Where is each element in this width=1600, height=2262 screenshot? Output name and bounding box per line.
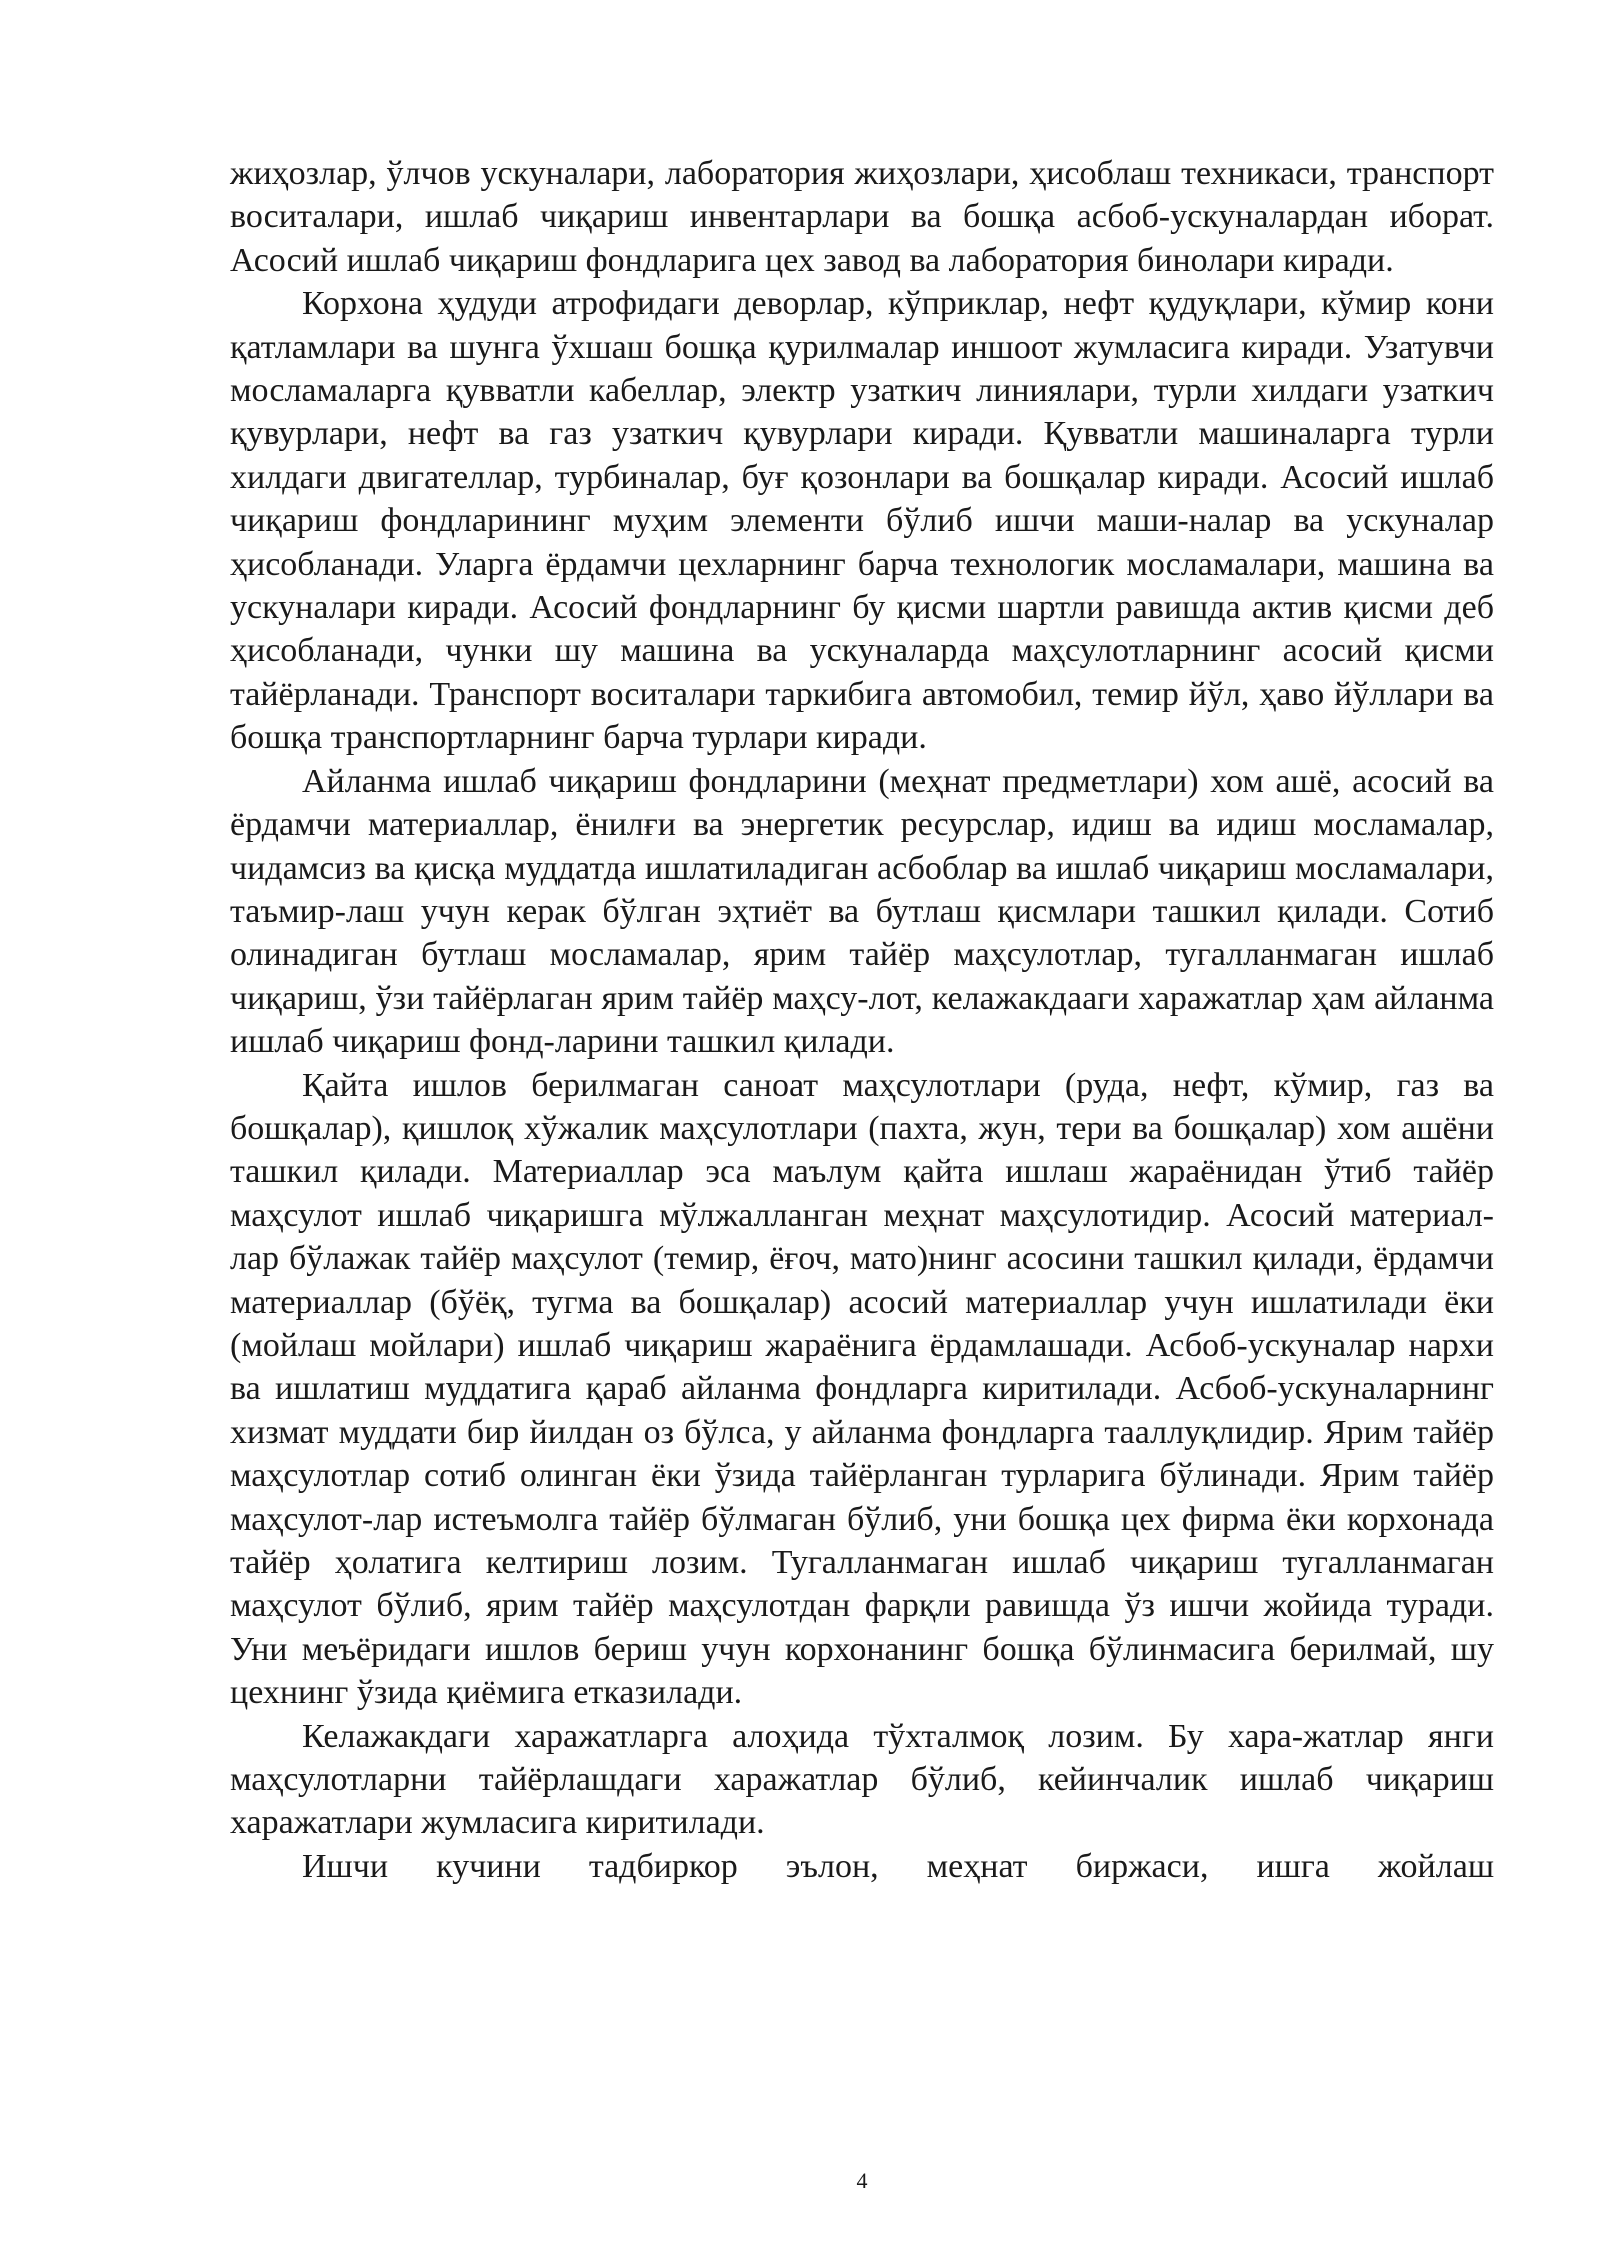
paragraph: Корхона ҳудуди атрофидаги деворлар, кўприклар, нефт қудуқлари, кўмир кони қатламлари ва шунга ўхшаш бошқа қурилмалар иншоот жумласига киради. Узатувчи мосламаларга қувватли кабеллар, электр узаткич линиялари, турли хилдаги узаткич қувурлари, нефт ва газ узаткич қувурлари киради. Қувватли машиналарга турли хилдаги двигателлар, турбиналар, буғ қозонлари ва бошқалар киради. Асосий ишлаб чиқариш фондларининг муҳим элементи бўлиб ишчи маши-налар ва ускуналар ҳисобланади. Уларга ёрдамчи цехларнинг барча технологик мосламалари, машина ва ускуналари киради. Асосий фондларнинг бу қисми шартли равишда актив қисми деб ҳисобланади, чунки шу машина ва ускуналарда маҳсулотларнинг асосий қисми тайёрланади. Транспорт воситалари таркибига автомобил, темир йўл, ҳаво йўллари ва бошқа транспортларнинг барча турлари киради. (230, 285, 1494, 757)
paragraph: Ишчи кучини тадбиркор эълон, меҳнат биржаси, ишга жойлаш (302, 1847, 1494, 1885)
paragraph: Қайта ишлов берилмаган саноат маҳсулотлари (руда, нефт, кўмир, газ ва бошқалар), қишлоқ хўжалик маҳсулотлари (пахта, жун, тери ва бошқалар) хом ашёни ташкил қилади. Материаллар эса маълум қайта ишлаш жараёнидан ўтиб тайёр маҳсулот ишлаб чиқаришга мўлжалланган меҳнат маҳсулотидир. Асосий материал-лар бўлажак тайёр маҳсулот (темир, ёғоч, мато)нинг асосини ташкил қилади, ёрдамчи материаллар (бўёқ, тугма ва бошқалар) асосий материаллар учун ишлатилади ёки (мойлаш мойлари) ишлаб чиқариш жараёнига ёрдамлашади. Асбоб-ускуналар нархи ва ишлатиш муддатига қараб айланма фондларга киритилади. Асбоб-ускуналарнинг хизмат муддати бир йилдан оз бўлса, у айланма фондларга тааллуқлидир. Ярим тайёр маҳсулотлар сотиб олинган ёки ўзида тайёрланган турларига бўлинади. Ярим тайёр маҳсулот-лар истеъмолга тайёр бўлмаган бўлиб, уни бошқа цех фирма ёки корхонада тайёр ҳолатига келтириш лозим. Тугалланмаган ишлаб чиқариш тугалланмаган маҳсулот бўлиб, ярим тайёр маҳсулотдан фарқли равишда ўз ишчи жойида туради. Уни меъёридаги ишлов бериш учун корхонанинг бошқа бўлинмасига берилмай, шу цехнинг ўзида қиёмига етказилади. (230, 1066, 1494, 1712)
paragraph: Айланма ишлаб чиқариш фондларини (меҳнат предметлари) хом ашё, асосий ва ёрдамчи материаллар, ёнилғи ва энергетик ресурслар, идиш ва идиш мосламалар, чидамсиз ва қисқа муддатда ишлатиладиган асбоблар ва ишлаб чиқариш мосламалари, таъмир-лаш учун керак бўлган эҳтиёт ва бутлаш қисмлари ташкил қилади. Сотиб олинадиган бутлаш мосламалар, ярим тайёр маҳсулотлар, тугалланмаган ишлаб чиқариш, ўзи тайёрлаган ярим тайёр маҳсу-лот, келажакдааги харажатлар ҳам айланма ишлаб чиқариш фонд-ларини ташкил қилади. (230, 762, 1494, 1061)
page-number: 4 (856, 2168, 868, 2193)
paragraph: Келажакдаги харажатларга алоҳида тўхталмоқ лозим. Бу хара-жатлар янги маҳсулотларни тайёрлашдаги харажатлар бўлиб, кейинчалик ишлаб чиқариш харажатлари жумласига киритилади. (230, 1717, 1494, 1842)
paragraph: жиҳозлар, ўлчов ускуналари, лаборатория жиҳозлари, ҳисоблаш техникаси, транспорт воситалари, ишлаб чиқариш инвентарлари ва бошқа асбоб-ускуналардан иборат. Асосий ишлаб чиқариш фондларига цех завод ва лаборатория бинолари киради. (230, 155, 1494, 279)
document-body (230, 152, 1494, 1888)
